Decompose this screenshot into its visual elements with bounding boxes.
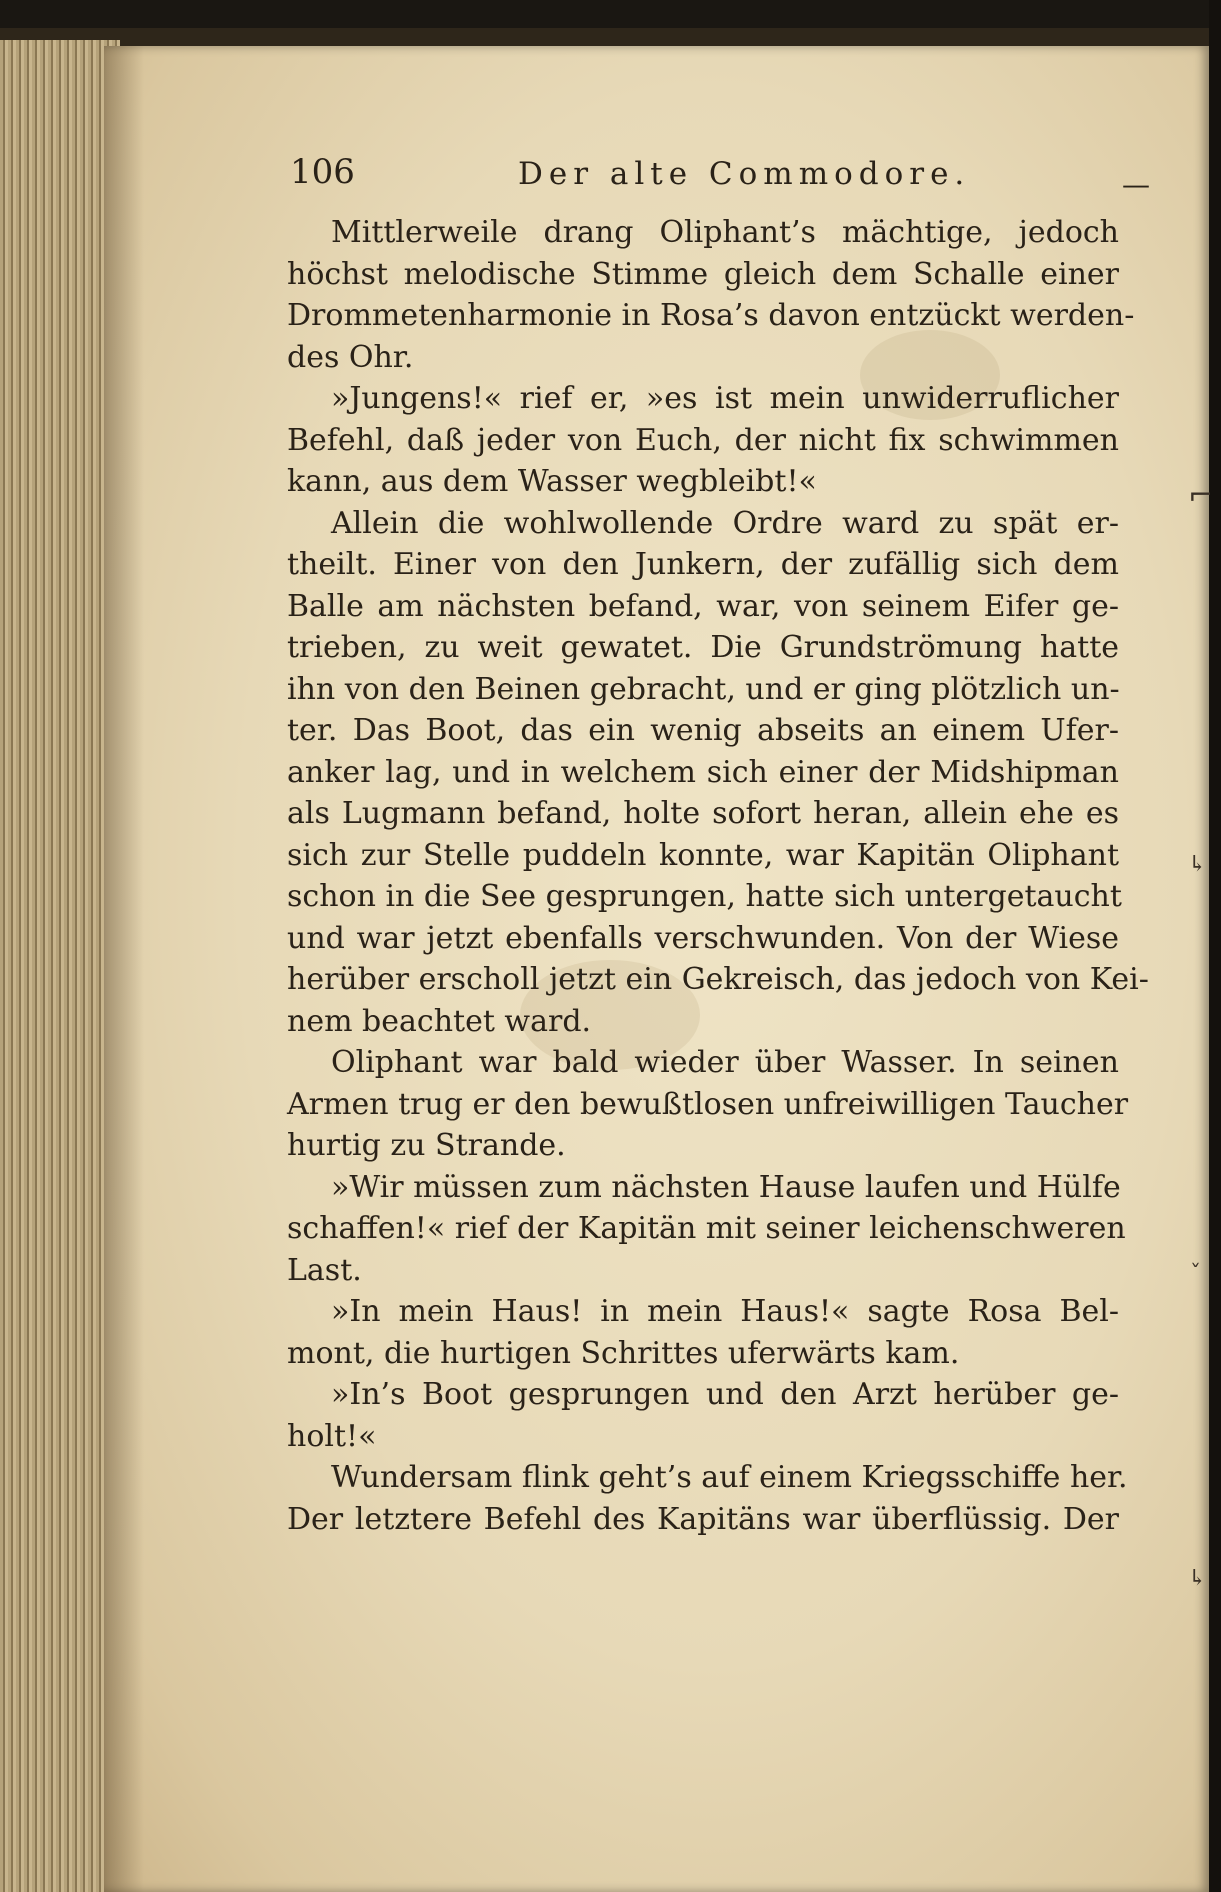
text-line: hurtig zu Strande. (287, 1128, 566, 1163)
text-line: und war jetzt ebenfalls verschwunden. Von der Wiese (287, 920, 1119, 956)
text-line: »In mein Haus! in mein Haus!« sagte Rosa Bel- (331, 1294, 1119, 1329)
text-line: kann, aus dem Wasser wegbleibt!« (287, 464, 817, 499)
margin-mark: ⌐ (1188, 478, 1214, 513)
text-line: nem beachtet ward. (287, 1003, 592, 1039)
text-line: höchst melodische Stimme gleich dem Schalle einer (287, 256, 1119, 292)
text-line: »In’s Boot gesprungen und den Arzt herüber ge- (331, 1377, 1119, 1412)
body-text (287, 212, 1149, 1540)
text-line: als Lugmann befand, holte sofort heran, allein ehe es (287, 796, 1119, 831)
text-line: Mittlerweile drang Oliphant’s mächtige, jedoch (331, 215, 1119, 250)
margin-mark: ↳ (1188, 1566, 1207, 1591)
text-line: Befehl, daß jeder von Euch, der nicht fix schwimmen (287, 422, 1119, 458)
text-line: ihn von den Beinen gebracht, und er ging plötzlich un- (287, 671, 1120, 707)
text-line: Armen trug er den bewußtlosen unfreiwilligen Taucher (287, 1086, 1129, 1122)
text-line: ter. Das Boot, das ein wenig abseits an einem Ufer- (287, 713, 1119, 748)
text-line: »Jungens!« rief er, »es ist mein unwiderruflicher (331, 381, 1119, 416)
text-line: sich zur Stelle puddeln konnte, war Kapitän Oliphant (287, 837, 1119, 873)
text-line: Drommetenharmonie in Rosa’s davon entzückt werden- (287, 298, 1135, 333)
text-line: schaffen!« rief der Kapitän mit seiner leichenschweren (287, 1211, 1126, 1246)
right-border (1209, 0, 1221, 1892)
text-line: mont, die hurtigen Schrittes uferwärts kam. (287, 1335, 960, 1371)
text-line: »Wir müssen zum nächsten Hause laufen und Hülfe (331, 1169, 1121, 1205)
gutter-shadow (104, 46, 144, 1892)
text-line: anker lag, und in welchem sich einer der Midshipman (287, 754, 1119, 790)
text-line: Wundersam flink geht’s auf einem Kriegsschiffe her. (331, 1460, 1128, 1495)
text-line: Oliphant war bald wieder über Wasser. In seinen (331, 1045, 1119, 1080)
running-title: Der alte Commodore. (518, 156, 971, 192)
text-line: theilt. Einer von den Junkern, der zufällig sich dem (287, 547, 1119, 582)
text-line: Allein die wohlwollende Ordre ward zu spät er- (331, 505, 1119, 541)
text-line: Balle am nächsten befand, war, von seinem Eifer ge- (287, 588, 1119, 624)
text-line: holt!« (287, 1418, 377, 1454)
text-line: schon in die See gesprungen, hatte sich untergetaucht (287, 879, 1122, 914)
text-line: des Ohr. (287, 339, 414, 375)
text-line: Der letztere Befehl des Kapitäns war überflüssig. Der (287, 1501, 1119, 1537)
page-number: 106 (290, 152, 355, 192)
margin-mark: ↳ (1188, 852, 1207, 877)
text-line: trieben, zu weit gewatet. Die Grundströmung hatte (287, 630, 1119, 665)
text-line: Last. (287, 1252, 362, 1288)
margin-mark: ˇ (1190, 1262, 1201, 1287)
running-header (290, 148, 1170, 201)
text-line: herüber erscholl jetzt ein Gekreisch, das jedoch von Kei- (287, 962, 1149, 997)
page-stack-edges (0, 40, 120, 1892)
header-rule: — (1122, 168, 1148, 201)
